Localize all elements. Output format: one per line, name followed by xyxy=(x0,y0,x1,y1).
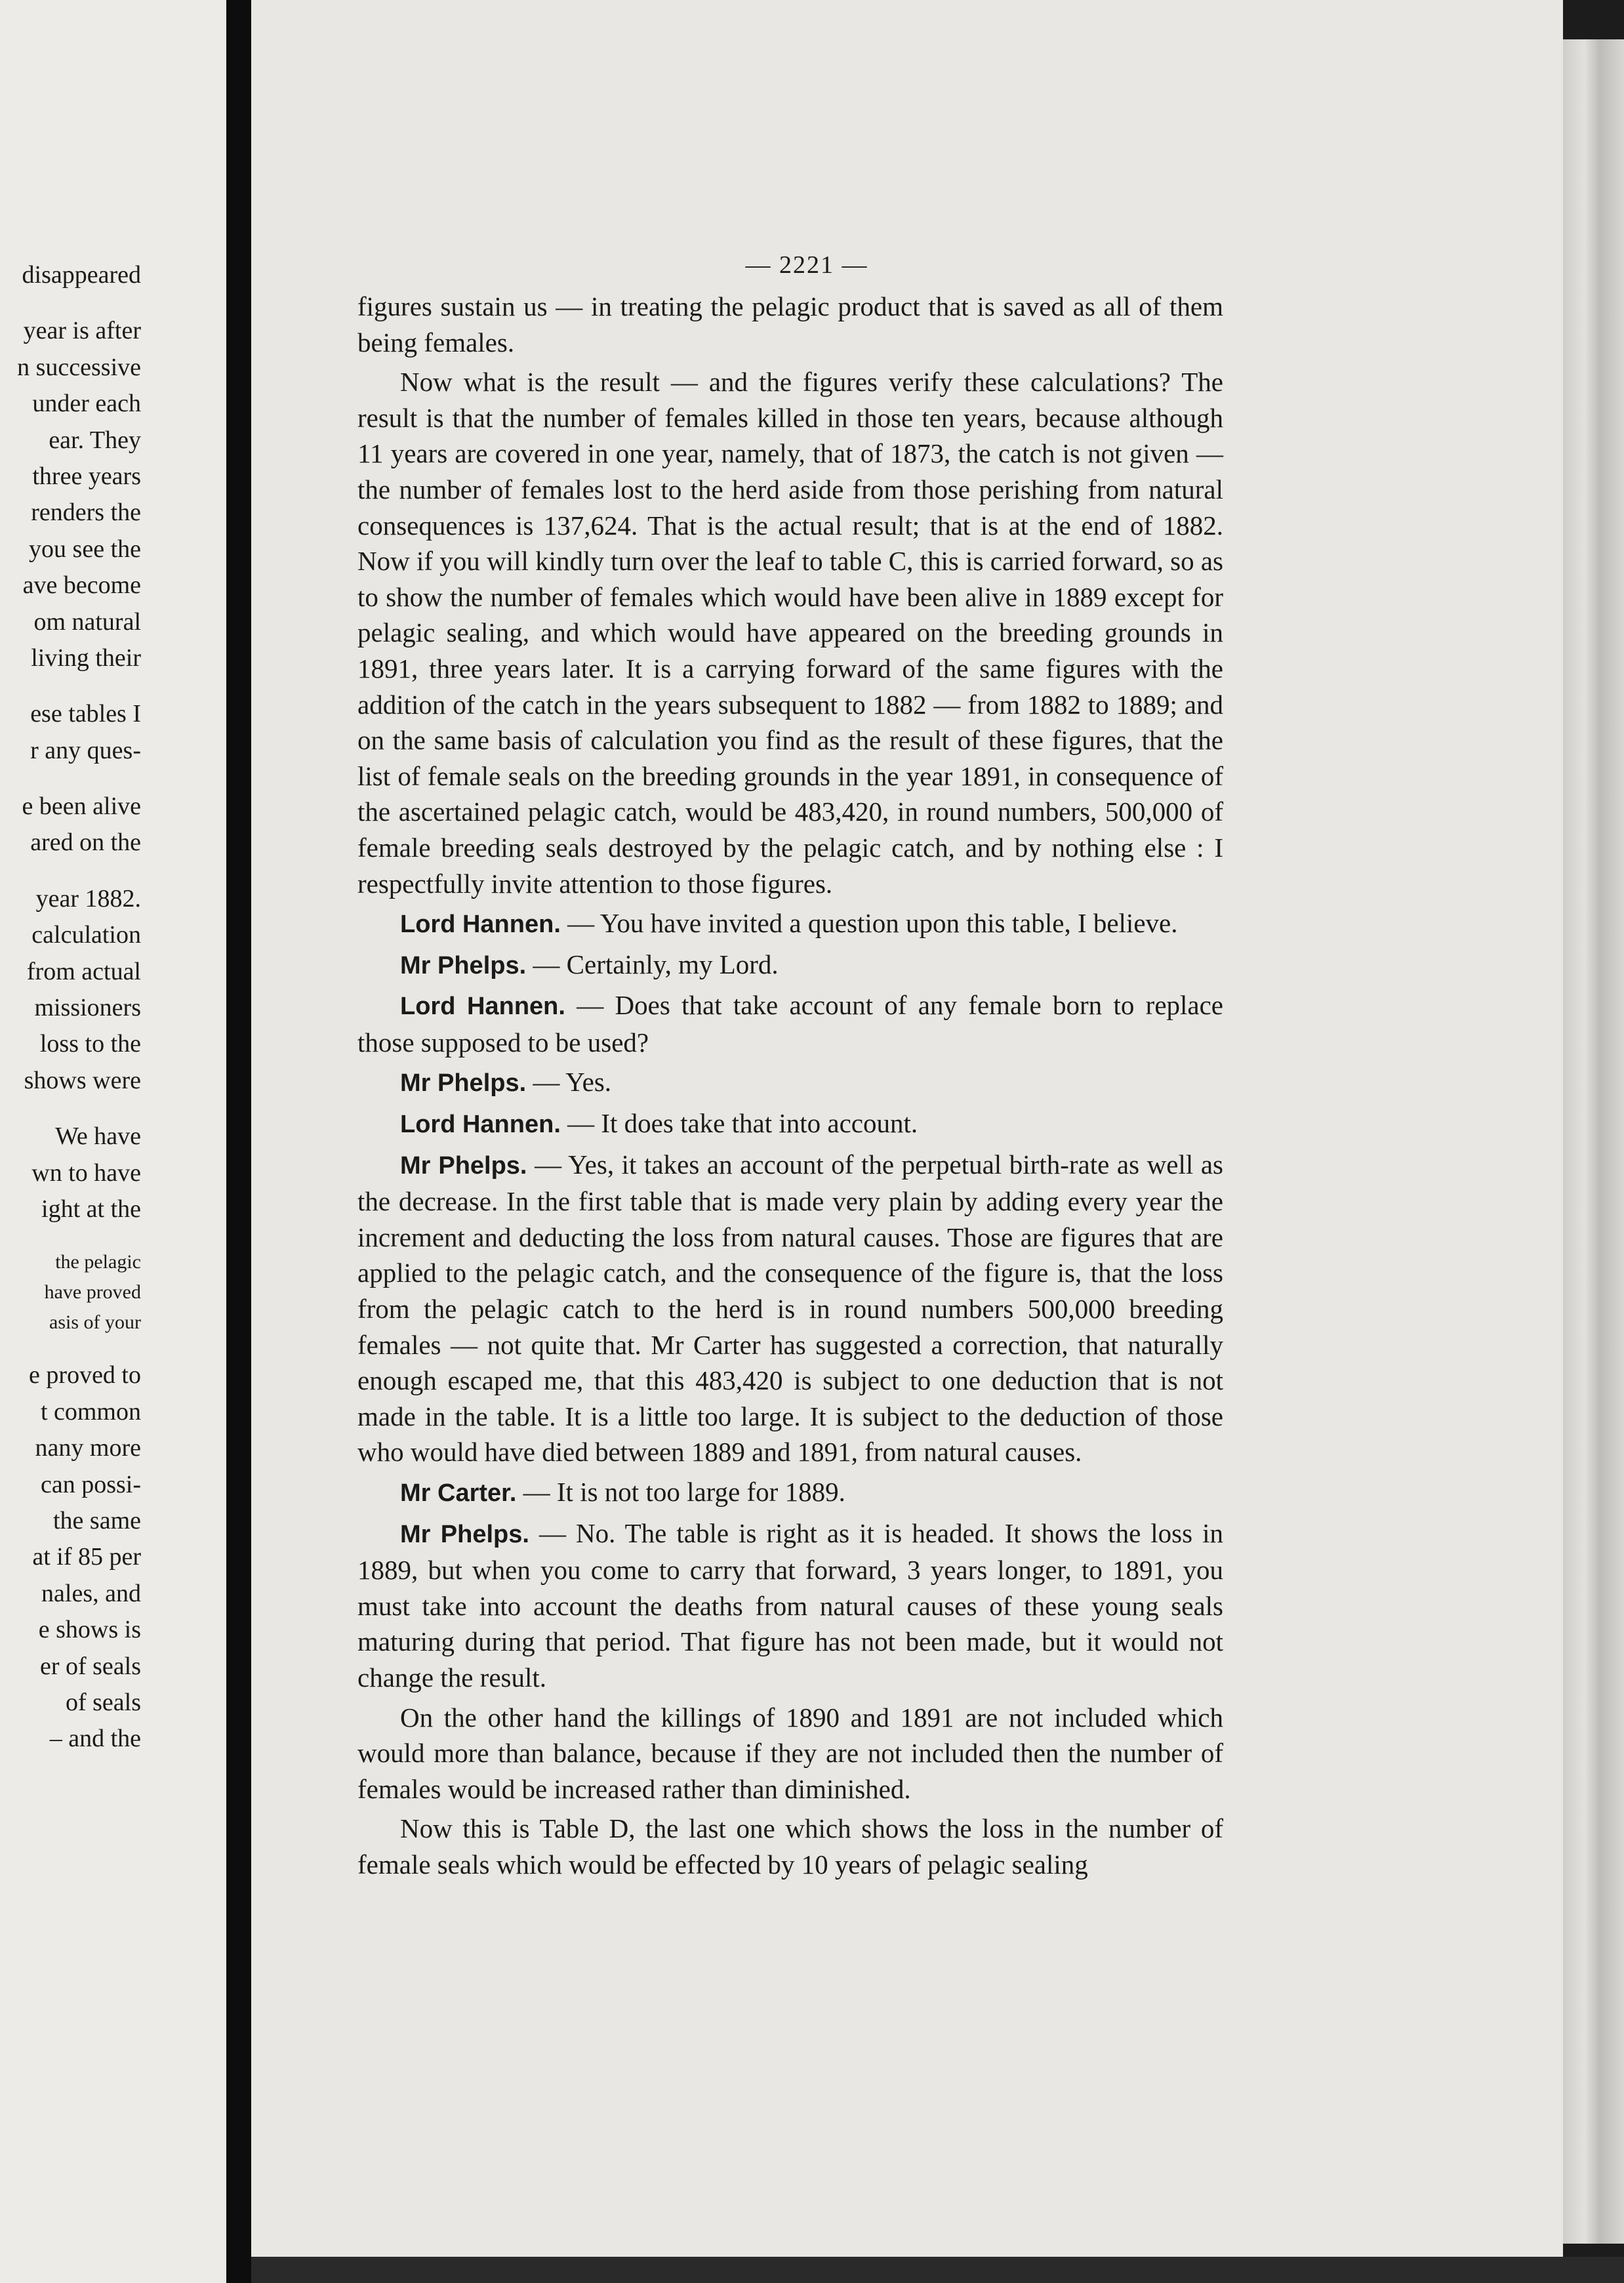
left-page-line xyxy=(0,676,141,696)
left-page-line: you see the xyxy=(29,535,141,563)
bottom-shadow xyxy=(251,2257,1624,2283)
left-page-line: – and the xyxy=(49,1725,141,1753)
left-page-line: shows were xyxy=(24,1066,141,1094)
left-page-line: missioners xyxy=(34,994,141,1022)
paragraph-text: Now what is the result — and the figures verify these calculations? The result is that the number of females killed in those ten years, because although 11 years are covered in one year, namely, that of 1873, the catch is not given — the number of females lost to the herd aside from those perishing from natural consequences is 137,624. That is the actual result; that is at the end of 1882. Now if you will kindly turn over the leaf to table C, this is carried forward, so as to show the number of females which would have been alive in 1889 except for pelagic sealing, and which would have appeared on the breeding grounds in 1891, three years later. It is a carrying forward of the same figures with the addition of the catch in the years subsequent to 1882 — from 1882 to 1889; and on the same basis of calculation you find as the result of these figures, that the list of female seals on the breeding grounds in the year 1891, in consequence of the ascertained pelagic catch, would be 483,420, in round numbers, 500,000 of female breeding seals destroyed by the pelagic catch, and by nothing else : I respectfully invite attention to those figures. xyxy=(357,367,1223,899)
left-page-line: under each xyxy=(32,390,141,418)
left-page-line: from actual xyxy=(26,957,141,985)
paragraph xyxy=(357,364,1223,901)
left-page-fragment xyxy=(0,0,226,2283)
left-page-line: year is after xyxy=(23,317,141,345)
paragraph xyxy=(357,1147,1223,1470)
left-page-line: er of seals xyxy=(39,1652,141,1680)
left-page-line: the pelagic xyxy=(55,1251,141,1273)
paragraph-text: Now this is Table D, the last one which shows the loss in the number of female seals which would be effected by 10 years of pelagic sealing xyxy=(357,1813,1223,1880)
left-page-line xyxy=(0,769,141,789)
left-page-line: loss to the xyxy=(39,1030,141,1058)
left-page-line: of seals xyxy=(65,1688,141,1716)
left-page-line: the same xyxy=(52,1506,141,1534)
book-gutter xyxy=(226,0,251,2283)
paragraph xyxy=(357,1515,1223,1696)
left-page-line: r any ques- xyxy=(30,736,141,764)
left-page-line: n successive xyxy=(17,353,141,381)
left-page-line: can possi- xyxy=(40,1470,141,1498)
left-page-line: wn to have xyxy=(31,1159,141,1187)
speaker-name: Lord Hannen. xyxy=(400,911,561,939)
paragraph-text: — You have invited a question upon this table, I believe. xyxy=(567,908,1178,939)
left-page-line: three years xyxy=(32,462,141,490)
paragraph xyxy=(357,1064,1223,1101)
paragraph xyxy=(357,1700,1223,1807)
paragraph-text: — No. The table is right as it is headed. It shows the loss in 1889, but when you come to carry that forward, 3 years longer, to 1891, you must take into account the deaths from natural causes of these young seals maturing during that period. That figure has not been made, but it would not change the result. xyxy=(357,1517,1224,1693)
left-page-line: t common xyxy=(40,1397,141,1426)
left-page-line xyxy=(0,861,141,881)
left-page-line: e been alive xyxy=(22,792,141,821)
left-page-line: ared on the xyxy=(30,829,141,857)
left-page-lines xyxy=(0,257,141,1758)
page-number: — 2221 — xyxy=(745,251,868,279)
speaker-name: Lord Hannen. xyxy=(400,993,565,1021)
paragraph xyxy=(357,947,1223,984)
paragraph-text: — It does take that into account. xyxy=(567,1108,918,1139)
paragraph-text: — Yes. xyxy=(533,1067,612,1098)
left-page-line: calculation xyxy=(31,921,141,949)
left-page-line: ear. They xyxy=(49,426,141,454)
left-page-line: disappeared xyxy=(22,261,141,289)
left-page-line: renders the xyxy=(31,499,141,527)
left-page-line xyxy=(0,293,141,313)
left-page-line xyxy=(0,1338,141,1357)
left-page-line: We have xyxy=(55,1122,141,1151)
left-page-line xyxy=(0,1099,141,1119)
paragraph xyxy=(357,987,1223,1060)
page-edge xyxy=(1563,39,1624,2244)
paragraph xyxy=(357,1474,1223,1512)
speaker-name: Mr Phelps. xyxy=(400,1151,527,1180)
speaker-name: Mr Phelps. xyxy=(400,1069,527,1098)
left-page-line: ese tables I xyxy=(30,700,141,728)
left-page-line: ight at the xyxy=(41,1195,141,1223)
left-page-line: at if 85 per xyxy=(32,1543,141,1571)
left-page-line: nany more xyxy=(35,1434,141,1462)
paragraph xyxy=(357,1105,1223,1143)
speaker-name: Mr Phelps. xyxy=(400,951,527,979)
speaker-name: Mr Carter. xyxy=(400,1479,517,1507)
body-text xyxy=(357,289,1223,1883)
paragraph-text: On the other hand the killings of 1890 and 1891 are not included which would more than balance, because if they are not included then the number of females would be increased rather than diminished. xyxy=(357,1702,1223,1804)
speaker-name: Mr Phelps. xyxy=(400,1520,529,1548)
paragraph xyxy=(357,289,1223,360)
paragraph-text: figures sustain us — in treating the pelagic product that is saved as all of them being females. xyxy=(357,291,1223,358)
left-page-line: year 1882. xyxy=(35,884,141,913)
left-page-line: asis of your xyxy=(49,1311,141,1334)
left-page-line: e proved to xyxy=(29,1361,141,1389)
paragraph xyxy=(357,1811,1223,1882)
left-page-line: have proved xyxy=(44,1281,141,1304)
paragraph-text: — Certainly, my Lord. xyxy=(533,949,779,979)
paragraph-text: — Does that take account of any female born to replace those supposed to be used? xyxy=(357,990,1224,1058)
paragraph-text: — It is not too large for 1889. xyxy=(523,1477,845,1507)
left-page-line: living their xyxy=(31,644,141,672)
speaker-name: Lord Hannen. xyxy=(400,1111,561,1139)
left-page-line xyxy=(0,1227,141,1247)
left-page-line: ave become xyxy=(22,571,141,600)
left-page-line: e shows is xyxy=(38,1616,141,1644)
left-page-line: nales, and xyxy=(41,1579,141,1607)
paragraph xyxy=(357,905,1223,943)
paragraph-text: — Yes, it takes an account of the perpetual birth-rate as well as the decrease. In the first table that is made very plain by adding every year the increment and deducting the loss from natural causes. Those are figures that are applied to the pelagic catch, and the consequence of the figure is, that the loss from the pelagic catch to the herd is in round numbers 500,000 breeding females — not quite that. Mr Carter has suggested a correction, that naturally enough escaped me, that this 483,420 is subject to one deduction that is not made in the table. It is a little too large. It is subject to the deduction of those who would have died between 1889 and 1891, from natural causes. xyxy=(357,1149,1223,1468)
left-page-line: om natural xyxy=(33,607,141,636)
